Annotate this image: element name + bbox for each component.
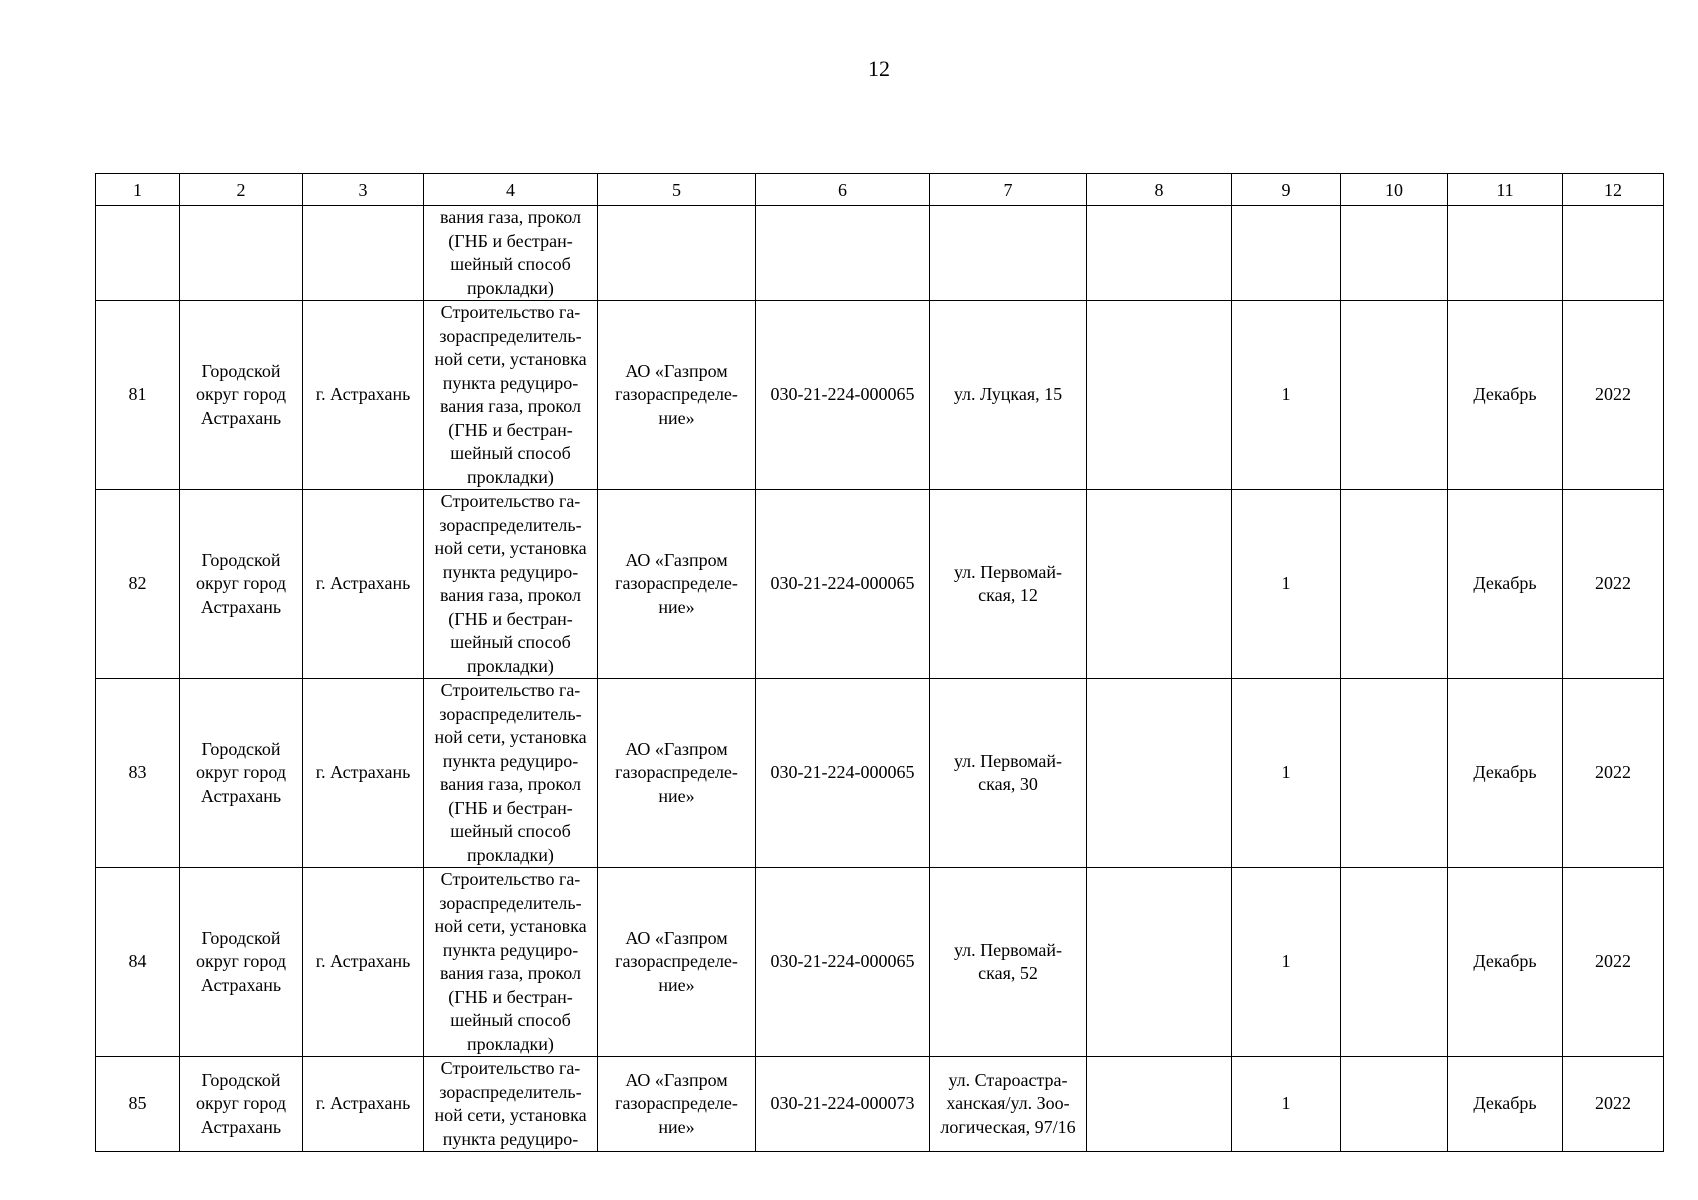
- table-cell: [930, 206, 1087, 301]
- table-row: [96, 490, 1664, 679]
- column-header: 7: [930, 174, 1087, 206]
- table-cell: [756, 206, 930, 301]
- address-cell: [930, 868, 1087, 1057]
- year-cell: 2022: [1563, 1057, 1664, 1152]
- column-header: 2: [180, 174, 303, 206]
- column-header: 8: [1087, 174, 1232, 206]
- col10-cell: [1341, 490, 1448, 679]
- address-cell: [930, 1057, 1087, 1152]
- address: ул. Луцкая, 15: [953, 384, 1063, 405]
- city-cell: г. Астрахань: [303, 301, 424, 490]
- district: Городской округ город Астрахань: [196, 360, 286, 428]
- district: Городской округ город Астрахань: [196, 927, 286, 995]
- work-description: вания газа, прокол (ГНБ и бестран- шейный способ прокладки): [440, 207, 581, 298]
- district-cell: [180, 679, 303, 868]
- work-description-cell: [424, 301, 598, 490]
- district-cell: [180, 301, 303, 490]
- work-description: Строительство га- зораспределитель- ной сети, установка пункта редуциро- вания газа, прокол (ГНБ и бестран- шейный способ прокладки): [434, 869, 587, 1054]
- year-cell: 2022: [1563, 490, 1664, 679]
- year-cell: 2022: [1563, 679, 1664, 868]
- row-number: 82: [96, 490, 180, 679]
- table-row: [96, 1057, 1664, 1152]
- city-cell: г. Астрахань: [303, 1057, 424, 1152]
- district: Городской округ город Астрахань: [196, 738, 286, 806]
- work-description: Строительство га- зораспределитель- ной сети, установка пункта редуциро- вания газа, прокол (ГНБ и бестран- шейный способ прокладки): [434, 491, 587, 676]
- col10-cell: [1341, 301, 1448, 490]
- month-cell: Декабрь: [1448, 1057, 1563, 1152]
- work-description: Строительство га- зораспределитель- ной сети, установка пункта редуциро- вания газа, прокол (ГНБ и бестран- шейный способ прокладки): [434, 680, 587, 865]
- work-description-cell: [424, 1057, 598, 1152]
- column-header: 4: [424, 174, 598, 206]
- table-cell: [598, 206, 756, 301]
- column-header: 10: [1341, 174, 1448, 206]
- col8-cell: [1087, 1057, 1232, 1152]
- col8-cell: [1087, 679, 1232, 868]
- table-row: [96, 301, 1664, 490]
- column-header: 11: [1448, 174, 1563, 206]
- col10-cell: [1341, 1057, 1448, 1152]
- col8-cell: [1087, 490, 1232, 679]
- year-cell: 2022: [1563, 301, 1664, 490]
- year-cell: 2022: [1563, 868, 1664, 1057]
- continuation-row: [96, 206, 1664, 301]
- month-cell: Декабрь: [1448, 679, 1563, 868]
- row-number: 83: [96, 679, 180, 868]
- table-cell: [303, 206, 424, 301]
- organization-cell: [598, 490, 756, 679]
- district: Городской округ город Астрахань: [196, 1069, 286, 1137]
- works-table: [95, 173, 1664, 1152]
- code-cell: 030-21-224-000065: [756, 490, 930, 679]
- work-description-cell: [424, 490, 598, 679]
- col8-cell: [1087, 868, 1232, 1057]
- organization: АО «Газпром газораспределе- ние»: [615, 360, 738, 428]
- column-header: 9: [1232, 174, 1341, 206]
- quantity-cell: 1: [1232, 679, 1341, 868]
- column-header: 3: [303, 174, 424, 206]
- organization: АО «Газпром газораспределе- ние»: [615, 738, 738, 806]
- city-cell: г. Астрахань: [303, 679, 424, 868]
- work-description: Строительство га- зораспределитель- ной сети, установка пункта редуциро- вания газа, прокол (ГНБ и бестран- шейный способ прокладки): [434, 302, 587, 487]
- code-cell: 030-21-224-000073: [756, 1057, 930, 1152]
- code-cell: 030-21-224-000065: [756, 868, 930, 1057]
- column-header: 1: [96, 174, 180, 206]
- table-cell: [1563, 206, 1664, 301]
- table-cell: [1448, 206, 1563, 301]
- district-cell: [180, 490, 303, 679]
- table-cell: [1087, 206, 1232, 301]
- work-description: Строительство га- зораспределитель- ной сети, установка пункта редуциро-: [434, 1058, 587, 1149]
- column-header: 12: [1563, 174, 1664, 206]
- month-cell: Декабрь: [1448, 868, 1563, 1057]
- page-number: 12: [868, 56, 890, 81]
- quantity-cell: 1: [1232, 1057, 1341, 1152]
- address: ул. Первомай- ская, 30: [953, 750, 1063, 794]
- city-cell: г. Астрахань: [303, 868, 424, 1057]
- code-cell: 030-21-224-000065: [756, 679, 930, 868]
- city-cell: г. Астрахань: [303, 490, 424, 679]
- month-cell: Декабрь: [1448, 490, 1563, 679]
- quantity-cell: 1: [1232, 868, 1341, 1057]
- address-cell: [930, 679, 1087, 868]
- table-cell: [1341, 206, 1448, 301]
- organization: АО «Газпром газораспределе- ние»: [615, 1069, 738, 1137]
- table-cell: [180, 206, 303, 301]
- table-cell: [96, 206, 180, 301]
- district-cell: [180, 1057, 303, 1152]
- quantity-cell: 1: [1232, 301, 1341, 490]
- address-cell: [930, 490, 1087, 679]
- quantity-cell: 1: [1232, 490, 1341, 679]
- row-number: 85: [96, 1057, 180, 1152]
- month-cell: Декабрь: [1448, 301, 1563, 490]
- address: ул. Первомай- ская, 12: [953, 561, 1063, 605]
- code-cell: 030-21-224-000065: [756, 301, 930, 490]
- col10-cell: [1341, 868, 1448, 1057]
- table-cell: [1232, 206, 1341, 301]
- address: ул. Первомай- ская, 52: [953, 939, 1063, 983]
- column-header: 5: [598, 174, 756, 206]
- col10-cell: [1341, 679, 1448, 868]
- work-description-cell: [424, 206, 598, 301]
- address: ул. Староастра- ханская/ул. Зоо- логическая, 97/16: [940, 1069, 1076, 1137]
- organization: АО «Газпром газораспределе- ние»: [615, 927, 738, 995]
- col8-cell: [1087, 301, 1232, 490]
- organization-cell: [598, 679, 756, 868]
- work-description-cell: [424, 679, 598, 868]
- work-description-cell: [424, 868, 598, 1057]
- district: Городской округ город Астрахань: [196, 549, 286, 617]
- header-row: [96, 174, 1664, 206]
- column-header: 6: [756, 174, 930, 206]
- row-number: 84: [96, 868, 180, 1057]
- organization: АО «Газпром газораспределе- ние»: [615, 549, 738, 617]
- table-row: [96, 679, 1664, 868]
- table-row: [96, 868, 1664, 1057]
- organization-cell: [598, 1057, 756, 1152]
- district-cell: [180, 868, 303, 1057]
- address-cell: [930, 301, 1087, 490]
- row-number: 81: [96, 301, 180, 490]
- organization-cell: [598, 301, 756, 490]
- organization-cell: [598, 868, 756, 1057]
